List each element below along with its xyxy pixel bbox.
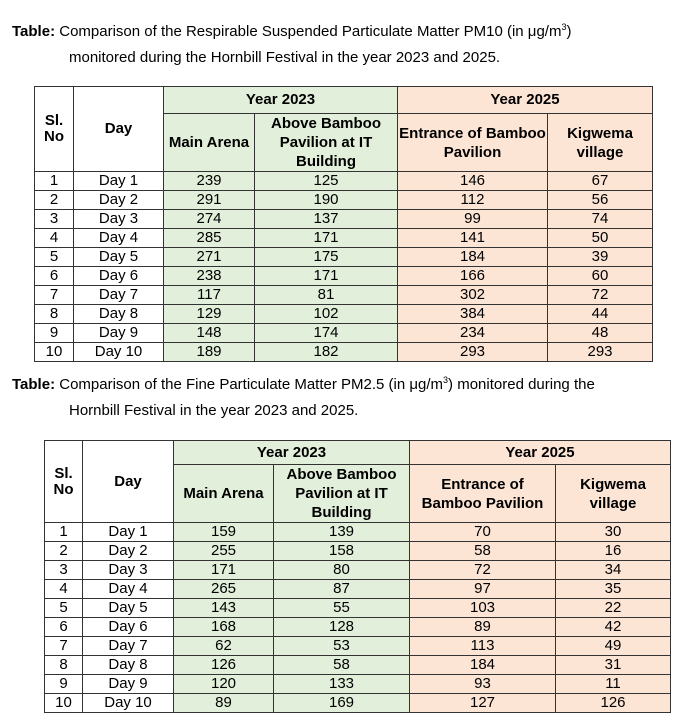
table1-caption bbox=[12, 19, 680, 71]
table-row bbox=[35, 248, 653, 267]
day-cell: Day 4 bbox=[74, 229, 164, 248]
table-row bbox=[45, 542, 671, 561]
main-arena-header: Main Arena bbox=[164, 114, 255, 172]
kigwema-header: Kigwema village bbox=[548, 114, 653, 172]
above-bamboo-cell: 171 bbox=[255, 229, 398, 248]
table2-caption-line1 bbox=[12, 372, 680, 398]
sl-no-cell: 4 bbox=[35, 229, 74, 248]
main-arena-cell: 126 bbox=[174, 656, 274, 675]
table-row bbox=[45, 656, 671, 675]
above-bamboo-header: Above Bamboo Pavilion at IT Building bbox=[274, 465, 410, 523]
table2-caption-label: Table: bbox=[12, 376, 56, 393]
main-arena-cell: 291 bbox=[164, 191, 255, 210]
sl-no-cell: 1 bbox=[45, 523, 83, 542]
entrance-bamboo-cell: 234 bbox=[398, 324, 548, 343]
sl-no-cell: 9 bbox=[45, 675, 83, 694]
table-row bbox=[35, 305, 653, 324]
sl-no-cell: 10 bbox=[35, 343, 74, 362]
kigwema-cell: 293 bbox=[548, 343, 653, 362]
table1-caption-end: ) bbox=[566, 23, 572, 40]
sl-no-cell: 3 bbox=[45, 561, 83, 580]
sl-no-cell: 2 bbox=[35, 191, 74, 210]
above-bamboo-cell: 128 bbox=[274, 618, 410, 637]
table-row bbox=[35, 324, 653, 343]
above-bamboo-cell: 81 bbox=[255, 286, 398, 305]
table1-caption-line1 bbox=[12, 19, 680, 45]
kigwema-cell: 60 bbox=[548, 267, 653, 286]
above-bamboo-cell: 190 bbox=[255, 191, 398, 210]
sl-no-cell: 1 bbox=[35, 172, 74, 191]
entrance-bamboo-cell: 384 bbox=[398, 305, 548, 324]
above-bamboo-cell: 80 bbox=[274, 561, 410, 580]
main-arena-header: Main Arena bbox=[174, 465, 274, 523]
table1-caption-line2: monitored during the Hornbill Festival in the year 2023 and 2025. bbox=[69, 49, 501, 66]
entrance-bamboo-cell: 113 bbox=[410, 637, 556, 656]
above-bamboo-cell: 158 bbox=[274, 542, 410, 561]
sl-no-cell: 2 bbox=[45, 542, 83, 561]
sl-no-cell: 7 bbox=[35, 286, 74, 305]
kigwema-header: Kigwema village bbox=[556, 465, 671, 523]
sl-no-cell: 3 bbox=[35, 210, 74, 229]
main-arena-cell: 171 bbox=[174, 561, 274, 580]
kigwema-cell: 48 bbox=[548, 324, 653, 343]
pm10-table bbox=[34, 86, 653, 362]
year-2025-header: Year 2025 bbox=[398, 87, 653, 114]
entrance-bamboo-cell: 72 bbox=[410, 561, 556, 580]
pm25-table bbox=[44, 440, 671, 713]
table-row bbox=[45, 561, 671, 580]
kigwema-cell: 16 bbox=[556, 542, 671, 561]
day-cell: Day 10 bbox=[83, 694, 174, 713]
entrance-bamboo-cell: 70 bbox=[410, 523, 556, 542]
entrance-bamboo-cell: 141 bbox=[398, 229, 548, 248]
sl-no-cell: 9 bbox=[35, 324, 74, 343]
day-cell: Day 6 bbox=[83, 618, 174, 637]
above-bamboo-cell: 171 bbox=[255, 267, 398, 286]
main-arena-cell: 168 bbox=[174, 618, 274, 637]
day-cell: Day 1 bbox=[83, 523, 174, 542]
year-2025-header: Year 2025 bbox=[410, 441, 671, 465]
entrance-bamboo-cell: 184 bbox=[398, 248, 548, 267]
entrance-bamboo-cell: 184 bbox=[410, 656, 556, 675]
day-cell: Day 4 bbox=[83, 580, 174, 599]
above-bamboo-cell: 137 bbox=[255, 210, 398, 229]
table2-caption-end: ) monitored during the bbox=[448, 376, 595, 393]
main-arena-cell: 189 bbox=[164, 343, 255, 362]
day-cell: Day 6 bbox=[74, 267, 164, 286]
kigwema-cell: 22 bbox=[556, 599, 671, 618]
table2-caption-line2: Hornbill Festival in the year 2023 and 2025. bbox=[69, 402, 359, 419]
main-arena-cell: 255 bbox=[174, 542, 274, 561]
above-bamboo-cell: 174 bbox=[255, 324, 398, 343]
day-cell: Day 8 bbox=[74, 305, 164, 324]
day-cell: Day 3 bbox=[83, 561, 174, 580]
day-cell: Day 7 bbox=[83, 637, 174, 656]
main-arena-cell: 239 bbox=[164, 172, 255, 191]
table-row bbox=[35, 229, 653, 248]
sl-no-cell: 5 bbox=[45, 599, 83, 618]
day-cell: Day 2 bbox=[83, 542, 174, 561]
sl-no-cell: 6 bbox=[45, 618, 83, 637]
above-bamboo-cell: 182 bbox=[255, 343, 398, 362]
entrance-bamboo-cell: 293 bbox=[398, 343, 548, 362]
main-arena-cell: 265 bbox=[174, 580, 274, 599]
sl-no-header: Sl. No bbox=[35, 87, 74, 172]
kigwema-cell: 74 bbox=[548, 210, 653, 229]
table1-caption-label: Table: bbox=[12, 23, 56, 40]
above-bamboo-cell: 55 bbox=[274, 599, 410, 618]
entrance-bamboo-cell: 302 bbox=[398, 286, 548, 305]
table-row bbox=[45, 675, 671, 694]
sl-no-cell: 4 bbox=[45, 580, 83, 599]
entrance-bamboo-header: Entrance of Bamboo Pavilion bbox=[410, 465, 556, 523]
day-header: Day bbox=[83, 441, 174, 523]
table-row bbox=[35, 286, 653, 305]
entrance-bamboo-cell: 146 bbox=[398, 172, 548, 191]
above-bamboo-cell: 87 bbox=[274, 580, 410, 599]
entrance-bamboo-cell: 127 bbox=[410, 694, 556, 713]
main-arena-cell: 148 bbox=[164, 324, 255, 343]
kigwema-cell: 49 bbox=[556, 637, 671, 656]
kigwema-cell: 35 bbox=[556, 580, 671, 599]
above-bamboo-cell: 133 bbox=[274, 675, 410, 694]
table2-caption-sup: 3 bbox=[443, 375, 449, 385]
sl-no-cell: 6 bbox=[35, 267, 74, 286]
kigwema-cell: 50 bbox=[548, 229, 653, 248]
entrance-bamboo-cell: 89 bbox=[410, 618, 556, 637]
table-row bbox=[35, 191, 653, 210]
main-arena-cell: 117 bbox=[164, 286, 255, 305]
day-cell: Day 5 bbox=[83, 599, 174, 618]
sl-no-cell: 8 bbox=[35, 305, 74, 324]
main-arena-cell: 143 bbox=[174, 599, 274, 618]
table-row bbox=[45, 599, 671, 618]
day-cell: Day 3 bbox=[74, 210, 164, 229]
main-arena-cell: 238 bbox=[164, 267, 255, 286]
main-arena-cell: 89 bbox=[174, 694, 274, 713]
table-row bbox=[45, 523, 671, 542]
entrance-bamboo-cell: 103 bbox=[410, 599, 556, 618]
day-cell: Day 2 bbox=[74, 191, 164, 210]
above-bamboo-cell: 58 bbox=[274, 656, 410, 675]
sl-no-header: Sl. No bbox=[45, 441, 83, 523]
kigwema-cell: 44 bbox=[548, 305, 653, 324]
table1-caption-sup: 3 bbox=[561, 22, 567, 32]
sl-no-cell: 7 bbox=[45, 637, 83, 656]
sl-no-cell: 8 bbox=[45, 656, 83, 675]
day-cell: Day 9 bbox=[83, 675, 174, 694]
entrance-bamboo-cell: 99 bbox=[398, 210, 548, 229]
day-cell: Day 1 bbox=[74, 172, 164, 191]
day-cell: Day 10 bbox=[74, 343, 164, 362]
above-bamboo-cell: 53 bbox=[274, 637, 410, 656]
table1-caption-text: Comparison of the Respirable Suspended Particulate Matter PM10 (in μg/m bbox=[59, 23, 562, 40]
table-row bbox=[45, 637, 671, 656]
table-row bbox=[35, 267, 653, 286]
entrance-bamboo-header: Entrance of Bamboo Pavilion bbox=[398, 114, 548, 172]
above-bamboo-header: Above Bamboo Pavilion at IT Building bbox=[255, 114, 398, 172]
day-header: Day bbox=[74, 87, 164, 172]
kigwema-cell: 56 bbox=[548, 191, 653, 210]
table-row bbox=[35, 172, 653, 191]
kigwema-cell: 31 bbox=[556, 656, 671, 675]
above-bamboo-cell: 125 bbox=[255, 172, 398, 191]
above-bamboo-cell: 175 bbox=[255, 248, 398, 267]
kigwema-cell: 11 bbox=[556, 675, 671, 694]
table-row bbox=[35, 343, 653, 362]
above-bamboo-cell: 169 bbox=[274, 694, 410, 713]
day-cell: Day 7 bbox=[74, 286, 164, 305]
table-row bbox=[45, 618, 671, 637]
above-bamboo-cell: 139 bbox=[274, 523, 410, 542]
kigwema-cell: 39 bbox=[548, 248, 653, 267]
day-cell: Day 5 bbox=[74, 248, 164, 267]
entrance-bamboo-cell: 166 bbox=[398, 267, 548, 286]
above-bamboo-cell: 102 bbox=[255, 305, 398, 324]
table-row bbox=[35, 210, 653, 229]
year-2023-header: Year 2023 bbox=[164, 87, 398, 114]
entrance-bamboo-cell: 93 bbox=[410, 675, 556, 694]
main-arena-cell: 120 bbox=[174, 675, 274, 694]
kigwema-cell: 72 bbox=[548, 286, 653, 305]
main-arena-cell: 129 bbox=[164, 305, 255, 324]
kigwema-cell: 42 bbox=[556, 618, 671, 637]
entrance-bamboo-cell: 58 bbox=[410, 542, 556, 561]
kigwema-cell: 30 bbox=[556, 523, 671, 542]
main-arena-cell: 62 bbox=[174, 637, 274, 656]
entrance-bamboo-cell: 97 bbox=[410, 580, 556, 599]
kigwema-cell: 67 bbox=[548, 172, 653, 191]
sl-no-cell: 5 bbox=[35, 248, 74, 267]
main-arena-cell: 271 bbox=[164, 248, 255, 267]
entrance-bamboo-cell: 112 bbox=[398, 191, 548, 210]
main-arena-cell: 159 bbox=[174, 523, 274, 542]
sl-no-cell: 10 bbox=[45, 694, 83, 713]
main-arena-cell: 285 bbox=[164, 229, 255, 248]
table-row bbox=[45, 580, 671, 599]
kigwema-cell: 126 bbox=[556, 694, 671, 713]
day-cell: Day 9 bbox=[74, 324, 164, 343]
table2-caption bbox=[12, 372, 680, 424]
table2-caption-text: Comparison of the Fine Particulate Matter PM2.5 (in μg/m bbox=[59, 376, 444, 393]
table-row bbox=[45, 694, 671, 713]
main-arena-cell: 274 bbox=[164, 210, 255, 229]
kigwema-cell: 34 bbox=[556, 561, 671, 580]
day-cell: Day 8 bbox=[83, 656, 174, 675]
year-2023-header: Year 2023 bbox=[174, 441, 410, 465]
